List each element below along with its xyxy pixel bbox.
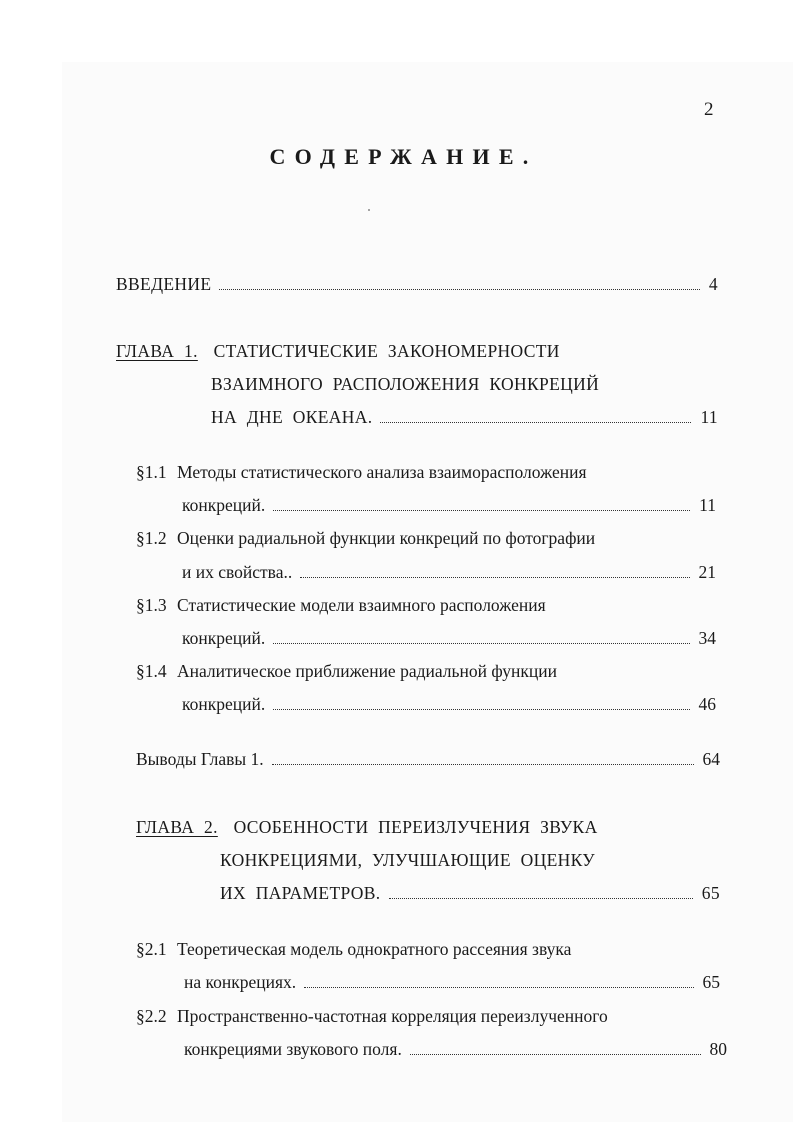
section-title: Пространственно-частотная корреляция переизлученного — [177, 1006, 608, 1026]
page-number: 2 — [704, 99, 714, 120]
section-title-cont: на конкрециях. — [184, 972, 297, 992]
section-number: §1.1 — [136, 462, 167, 482]
section-number: §1.3 — [136, 595, 167, 615]
section-title-cont: конкрециями звукового поля. — [184, 1039, 402, 1059]
section-number: §2.2 — [136, 1006, 167, 1026]
conclusions1-page: 64 — [702, 749, 720, 769]
toc-section-1-2-line2[interactable] — [182, 560, 716, 584]
toc-section-1-4-line2[interactable] — [182, 692, 716, 716]
chapter2-title-line2: КОНКРЕЦИЯМИ, УЛУЧШАЮЩИЕ ОЦЕНКУ — [220, 850, 596, 870]
leader-dots — [273, 709, 689, 710]
toc-entry-intro[interactable] — [116, 272, 718, 296]
toc-section-2-1-line1[interactable] — [136, 937, 571, 961]
leader-dots — [272, 764, 694, 765]
leader-dots — [410, 1054, 701, 1055]
chapter2-title-line1: ОСОБЕННОСТИ ПЕРЕИЗЛУЧЕНИЯ ЗВУКА — [233, 817, 598, 837]
section-page: 21 — [698, 562, 716, 582]
section-number: §1.4 — [136, 661, 167, 681]
section-page: 34 — [698, 628, 716, 648]
section-title: Аналитическое приближение радиальной функции — [177, 661, 557, 681]
chapter1-title-line3: НА ДНЕ ОКЕАНА. — [211, 407, 373, 427]
leader-dots — [219, 289, 699, 290]
toc-section-2-2-line1[interactable] — [136, 1004, 608, 1028]
chapter1-title-line2: ВЗАИМНОГО РАСПОЛОЖЕНИЯ КОНКРЕЦИЙ — [211, 374, 600, 394]
leader-dots — [300, 577, 689, 578]
toc-section-2-2-line2[interactable] — [184, 1037, 727, 1061]
toc-intro-label: ВВЕДЕНИЕ — [116, 274, 212, 294]
toc-chapter1-heading[interactable] — [116, 339, 560, 363]
leader-dots — [380, 422, 691, 423]
chapter1-label: ГЛАВА 1. — [116, 341, 198, 361]
toc-section-2-1-line2[interactable] — [184, 970, 720, 994]
section-number: §1.2 — [136, 528, 167, 548]
toc-section-1-4-line1[interactable] — [136, 659, 557, 683]
toc-section-1-2-line1[interactable] — [136, 526, 595, 550]
section-title: Методы статистического анализа взаиморасположения — [177, 462, 587, 482]
leader-dots — [273, 643, 689, 644]
section-page: 46 — [698, 694, 716, 714]
chapter2-page: 65 — [701, 883, 720, 903]
toc-conclusions-1[interactable] — [136, 747, 720, 771]
section-title-cont: конкреций. — [182, 495, 266, 515]
section-page: 65 — [702, 972, 720, 992]
section-page: 80 — [709, 1039, 727, 1059]
section-title-cont: конкреций. — [182, 694, 266, 714]
toc-section-1-3-line1[interactable] — [136, 593, 546, 617]
chapter1-title-line1: СТАТИСТИЧЕСКИЕ ЗАКОНОМЕРНОСТИ — [213, 341, 560, 361]
section-title: Статистические модели взаимного расположения — [177, 595, 546, 615]
section-title: Оценки радиальной функции конкреций по фотографии — [177, 528, 596, 548]
toc-section-1-3-line2[interactable] — [182, 626, 716, 650]
toc-chapter2-heading[interactable] — [136, 815, 598, 839]
leader-dots — [389, 898, 693, 899]
toc-chapter1-final[interactable] — [211, 405, 718, 429]
toc-section-1-1-line2[interactable] — [182, 493, 716, 517]
section-title-cont: и их свойства.. — [182, 562, 293, 582]
conclusions1-label: Выводы Главы 1. — [136, 749, 264, 769]
page-title: СОДЕРЖАНИЕ. — [269, 144, 538, 169]
chapter2-label: ГЛАВА 2. — [136, 817, 218, 837]
section-page: 11 — [699, 495, 716, 515]
scanned-page-background — [62, 62, 793, 1122]
toc-section-1-1-line1[interactable] — [136, 460, 587, 484]
toc-chapter2-final[interactable] — [220, 881, 720, 905]
leader-dots — [273, 510, 690, 511]
section-number: §2.1 — [136, 939, 167, 959]
chapter2-title-line3: ИХ ПАРАМЕТРОВ. — [220, 883, 381, 903]
leader-dots — [304, 987, 693, 988]
section-title-cont: конкреций. — [182, 628, 266, 648]
toc-intro-page: 4 — [708, 274, 718, 294]
section-title: Теоретическая модель однократного рассеяния звука — [177, 939, 572, 959]
scan-speck — [368, 209, 370, 211]
chapter1-page: 11 — [700, 407, 718, 427]
